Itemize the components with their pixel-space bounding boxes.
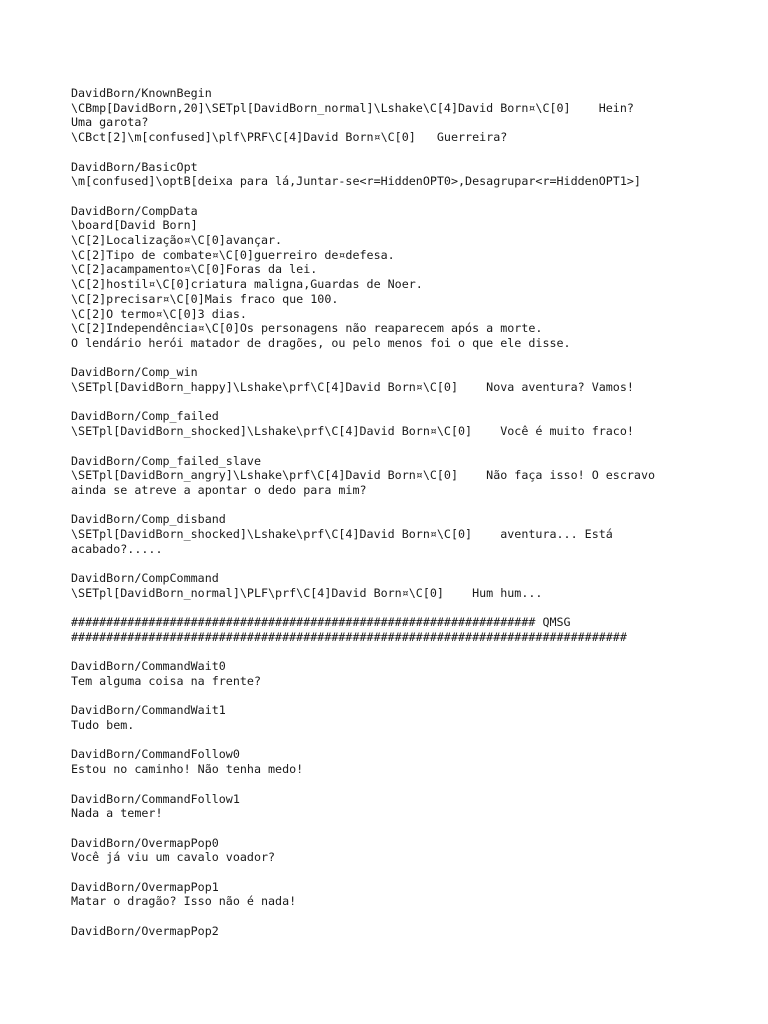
section-header-line: DavidBorn/Comp_disband	[71, 512, 226, 527]
text-line: \C[2]O termo¤\C[0]3 dias.	[71, 306, 247, 321]
section-header-line: DavidBorn/CompData	[71, 203, 198, 218]
section-header-line: DavidBorn/CommandWait0	[71, 659, 226, 674]
text-line: O lendário herói matador de dragões, ou pelo menos foi o que ele disse.	[71, 335, 571, 350]
text-line: \SETpl[DavidBorn_shocked]\Lshake\prf\C[4]David Born¤\C[0] aventura... Está	[71, 527, 613, 541]
blank-line	[71, 865, 751, 880]
text-line: \C[2]Independência¤\C[0]Os personagens não reaparecem após a morte.	[71, 321, 543, 336]
blank-line	[71, 909, 751, 924]
section-header-line: DavidBorn/BasicOpt	[71, 159, 198, 174]
blank-line	[71, 689, 751, 704]
text-line: Uma garota?	[71, 115, 149, 130]
text-line: \SETpl[DavidBorn_shocked]\Lshake\prf\C[4]David Born¤\C[0] Você é muito fraco!	[71, 424, 634, 439]
blank-line	[71, 556, 751, 571]
section-header-line: DavidBorn/KnownBegin	[71, 86, 212, 100]
section-header-line: ################################################################## QMSG	[71, 615, 571, 630]
blank-line	[71, 189, 751, 204]
text-line: \C[2]hostil¤\C[0]criatura maligna,Guardas de Noer.	[71, 277, 423, 292]
section-header-line: DavidBorn/CommandFollow0	[71, 747, 240, 762]
section-header-line: DavidBorn/OvermapPop0	[71, 835, 219, 850]
section-header-line: DavidBorn/OvermapPop1	[71, 879, 219, 894]
text-line: Estou no caminho! Não tenha medo!	[71, 762, 304, 777]
section-header-line: DavidBorn/CommandWait1	[71, 703, 226, 718]
section-header-line: DavidBorn/CompCommand	[71, 571, 219, 586]
text-line: \SETpl[DavidBorn_happy]\Lshake\prf\C[4]David Born¤\C[0] Nova aventura? Vamos!	[71, 380, 634, 395]
blank-line	[71, 777, 751, 792]
text-line: \m[confused]\optB[deixa para lá,Juntar-se<r=HiddenOPT0>,Desagrupar<r=HiddenOPT1>]	[71, 174, 641, 189]
blank-line	[71, 645, 751, 660]
section-header-line: DavidBorn/OvermapPop2	[71, 923, 219, 938]
document-page	[71, 86, 751, 939]
section-header-line: DavidBorn/Comp_failed	[71, 409, 219, 424]
blank-line	[71, 821, 751, 836]
text-line: \C[2]Localização¤\C[0]avançar.	[71, 233, 283, 247]
text-line: \CBmp[DavidBorn,20]\SETpl[DavidBorn_normal]\Lshake\C[4]David Born¤\C[0] Hein?	[71, 100, 634, 115]
text-line: acabado?.....	[71, 541, 163, 556]
section-header-line: DavidBorn/CommandFollow1	[71, 791, 240, 806]
blank-line	[71, 601, 751, 616]
text-line: Tem alguma coisa na frente?	[71, 673, 261, 688]
section-header-line: DavidBorn/Comp_failed_slave	[71, 453, 261, 468]
text-line: Nada a temer!	[71, 806, 163, 821]
text-line: Você já viu um cavalo voador?	[71, 850, 276, 865]
text-line: Matar o dragão? Isso não é nada!	[71, 894, 297, 909]
text-line: ainda se atreve a apontar o dedo para mim?	[71, 482, 367, 497]
blank-line	[71, 498, 751, 513]
text-line: \C[2]Tipo de combate¤\C[0]guerreiro de¤defesa.	[71, 247, 395, 262]
text-line: \SETpl[DavidBorn_normal]\PLF\prf\C[4]David Born¤\C[0] Hum hum...	[71, 585, 543, 600]
blank-line	[71, 439, 751, 454]
section-header-line: ###############################################################################	[71, 629, 627, 644]
blank-line	[71, 145, 751, 160]
text-line: \CBct[2]\m[confused]\plf\PRF\C[4]David Born¤\C[0] Guerreira?	[71, 130, 508, 145]
text-line: \C[2]precisar¤\C[0]Mais fraco que 100.	[71, 291, 339, 306]
section-header-line: DavidBorn/Comp_win	[71, 365, 198, 380]
text-line: Tudo bem.	[71, 718, 135, 733]
text-line: \SETpl[DavidBorn_angry]\Lshake\prf\C[4]David Born¤\C[0] Não faça isso! O escravo	[71, 468, 656, 483]
blank-line	[71, 733, 751, 748]
text-line: \board[David Born]	[71, 218, 198, 233]
blank-line	[71, 395, 751, 410]
blank-line	[71, 351, 751, 366]
text-line: \C[2]acampamento¤\C[0]Foras da lei.	[71, 262, 318, 277]
